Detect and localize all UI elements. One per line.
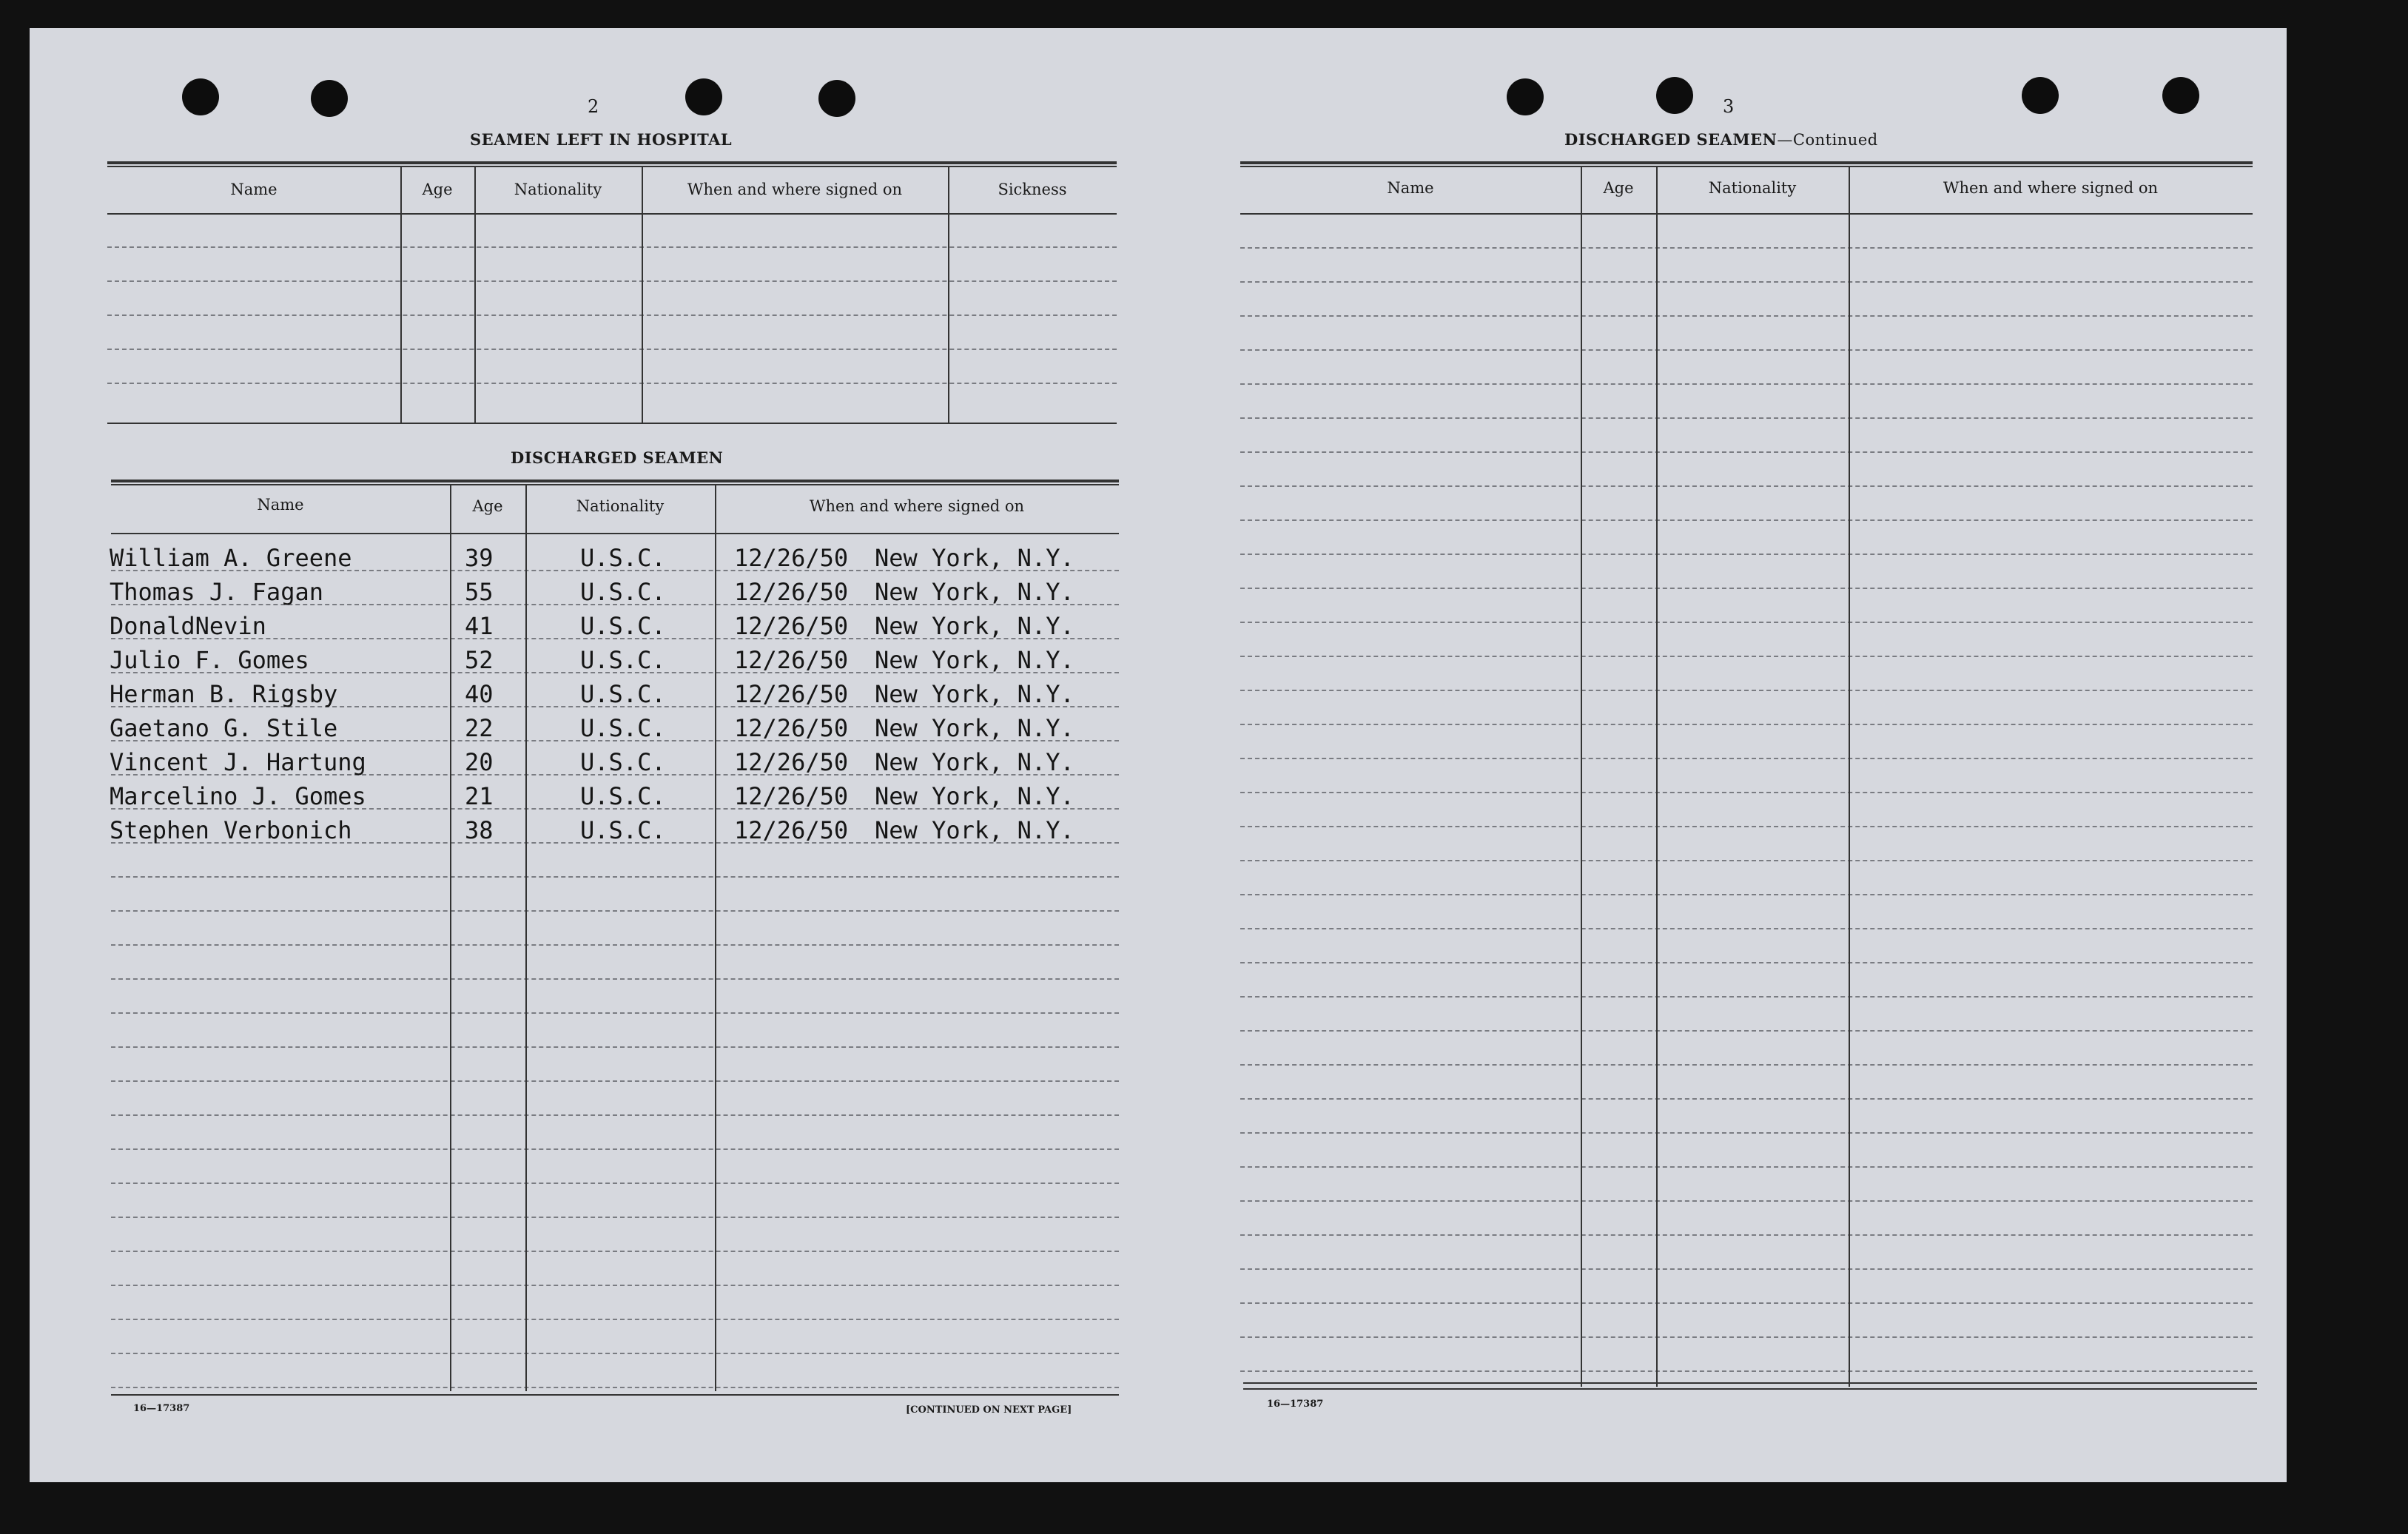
- row-line: [1240, 519, 2253, 521]
- seaman-name: Herman B. Rigsby: [110, 680, 338, 708]
- row-line: [1240, 451, 2253, 453]
- row-line: [1240, 1132, 2253, 1134]
- seaman-age: 41: [465, 612, 494, 640]
- seaman-nationality: U.S.C.: [580, 544, 666, 572]
- seaman-age: 55: [465, 578, 494, 606]
- signed-on-place: New York, N.Y.: [875, 748, 1074, 776]
- row-line: [1240, 690, 2253, 691]
- right-col-name: Name: [1387, 179, 1434, 197]
- page-number: 2: [588, 96, 599, 117]
- row-line: [1240, 1268, 2253, 1270]
- row-line: [1240, 1370, 2253, 1372]
- signed-on-place: New York, N.Y.: [875, 578, 1074, 606]
- right-page: [30, 28, 2287, 1482]
- row-line: [1240, 247, 2253, 249]
- discharged-section-title: DISCHARGED SEAMEN: [511, 448, 724, 467]
- row-line: [1240, 349, 2253, 351]
- form-number: 16—17387: [133, 1403, 190, 1414]
- seaman-age: 38: [465, 816, 494, 844]
- signed-on-date: 12/26/50: [734, 680, 849, 708]
- row-line: [1240, 826, 2253, 827]
- seaman-name: Marcelino J. Gomes: [110, 782, 366, 810]
- row-line: [1240, 485, 2253, 487]
- row-line: [1240, 1234, 2253, 1236]
- signed-on-place: New York, N.Y.: [875, 544, 1074, 572]
- signed-on-place: New York, N.Y.: [875, 646, 1074, 674]
- right-table-bottom-rule: [1243, 1382, 2257, 1384]
- hospital-col-age: Age: [422, 181, 453, 198]
- seaman-nationality: U.S.C.: [580, 748, 666, 776]
- discharged-continued-title: [1564, 130, 1878, 149]
- signed-on-place: New York, N.Y.: [875, 714, 1074, 742]
- signed-on-date: 12/26/50: [734, 612, 849, 640]
- discharged-col-signed-on: When and where signed on: [809, 497, 1025, 515]
- row-line: [1240, 1200, 2253, 1202]
- seaman-nationality: U.S.C.: [580, 646, 666, 674]
- row-line: [1240, 1166, 2253, 1168]
- discharged-col-age: Age: [472, 497, 503, 515]
- seaman-name: Stephen Verbonich: [110, 816, 352, 844]
- row-line: [1240, 996, 2253, 998]
- seaman-nationality: U.S.C.: [580, 782, 666, 810]
- seaman-name: Julio F. Gomes: [110, 646, 309, 674]
- right-col-age: Age: [1603, 179, 1634, 197]
- row-line: [1240, 1336, 2253, 1338]
- form-number: 16—17387: [1267, 1399, 1324, 1410]
- seaman-nationality: U.S.C.: [580, 612, 666, 640]
- row-line: [1240, 724, 2253, 725]
- row-line: [1240, 1064, 2253, 1066]
- row-line: [1240, 1098, 2253, 1100]
- seaman-age: 39: [465, 544, 494, 572]
- signed-on-place: New York, N.Y.: [875, 816, 1074, 844]
- continued-note: [CONTINUED ON NEXT PAGE]: [906, 1405, 1072, 1416]
- right-table-rule: [1240, 166, 2253, 167]
- seaman-age: 52: [465, 646, 494, 674]
- seaman-age: 40: [465, 680, 494, 708]
- manifest-sheet: [30, 28, 2287, 1482]
- seaman-age: 22: [465, 714, 494, 742]
- seaman-nationality: U.S.C.: [580, 680, 666, 708]
- row-line: [1240, 1302, 2253, 1304]
- row-line: [1240, 928, 2253, 929]
- hospital-col-name: Name: [230, 181, 278, 198]
- title-main: DISCHARGED SEAMEN: [1564, 130, 1778, 149]
- hospital-col-nationality: Nationality: [514, 181, 602, 198]
- signed-on-place: New York, N.Y.: [875, 680, 1074, 708]
- row-line: [1240, 315, 2253, 317]
- right-col-nationality: Nationality: [1708, 179, 1797, 197]
- right-header-rule: [1240, 213, 2253, 215]
- seaman-nationality: U.S.C.: [580, 578, 666, 606]
- row-line: [1240, 894, 2253, 895]
- row-line: [1240, 758, 2253, 759]
- row-line: [1240, 622, 2253, 623]
- right-col-divider: [1656, 166, 1658, 1387]
- signed-on-place: New York, N.Y.: [875, 782, 1074, 810]
- signed-on-date: 12/26/50: [734, 646, 849, 674]
- row-line: [1240, 656, 2253, 657]
- row-line: [1240, 554, 2253, 555]
- row-line: [1240, 860, 2253, 861]
- discharged-col-nationality: Nationality: [576, 497, 665, 515]
- right-col-divider: [1581, 166, 1582, 1387]
- title-suffix: —Continued: [1777, 131, 1878, 149]
- row-line: [1240, 792, 2253, 793]
- seaman-age: 21: [465, 782, 494, 810]
- signed-on-date: 12/26/50: [734, 782, 849, 810]
- right-col-signed-on: When and where signed on: [1943, 179, 2159, 197]
- row-line: [1240, 1030, 2253, 1032]
- signed-on-date: 12/26/50: [734, 816, 849, 844]
- seaman-name: Gaetano G. Stile: [110, 714, 338, 742]
- right-table-bottom-rule: [1243, 1388, 2257, 1390]
- seaman-name: Vincent J. Hartung: [110, 748, 366, 776]
- row-line: [1240, 588, 2253, 589]
- signed-on-date: 12/26/50: [734, 748, 849, 776]
- row-line: [1240, 383, 2253, 385]
- page-number: 3: [1723, 96, 1735, 117]
- right-table-top-rule: [1240, 161, 2253, 164]
- row-line: [1240, 281, 2253, 283]
- signed-on-date: 12/26/50: [734, 544, 849, 572]
- seaman-name: DonaldNevin: [110, 612, 266, 640]
- row-line: [1240, 962, 2253, 963]
- discharged-col-name: Name: [257, 496, 304, 514]
- row-line: [1240, 417, 2253, 419]
- hospital-section-title: SEAMEN LEFT IN HOSPITAL: [470, 130, 733, 149]
- hospital-col-sickness: Sickness: [998, 181, 1067, 198]
- seaman-name: William A. Greene: [110, 544, 352, 572]
- seaman-name: Thomas J. Fagan: [110, 578, 323, 606]
- signed-on-date: 12/26/50: [734, 578, 849, 606]
- hospital-col-signed-on: When and where signed on: [687, 181, 903, 198]
- seaman-age: 20: [465, 748, 494, 776]
- seaman-nationality: U.S.C.: [580, 714, 666, 742]
- seaman-nationality: U.S.C.: [580, 816, 666, 844]
- signed-on-date: 12/26/50: [734, 714, 849, 742]
- right-col-divider: [1849, 166, 1850, 1387]
- signed-on-place: New York, N.Y.: [875, 612, 1074, 640]
